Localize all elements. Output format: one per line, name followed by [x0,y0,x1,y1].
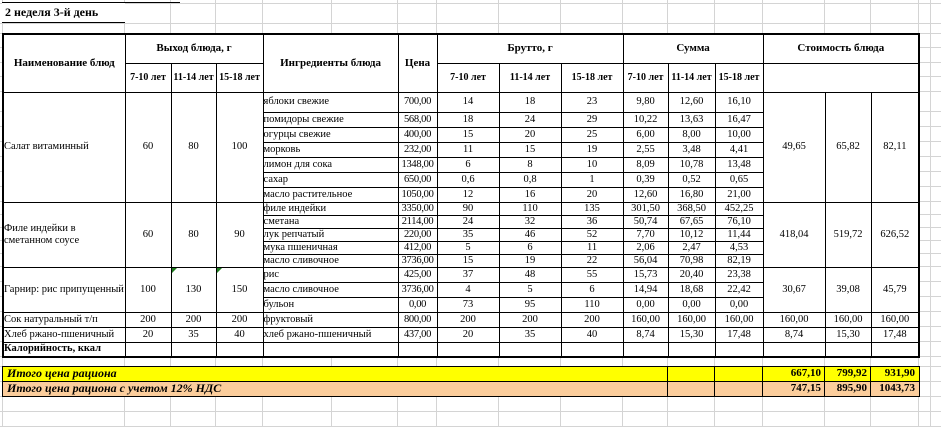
gross-value-cell[interactable]: 5 [437,241,499,254]
sum-value-cell[interactable]: 10,22 [623,112,668,127]
table-row [3,202,919,215]
sum-value-cell[interactable]: 16,10 [715,92,763,112]
sum-value-cell[interactable]: 12,60 [668,92,715,112]
sum-value-cell[interactable]: 10,00 [715,127,763,142]
gross-value-cell[interactable]: 20 [499,127,561,142]
gross-value-cell[interactable]: 110 [561,297,623,312]
sum-value-cell[interactable]: 2,47 [668,241,715,254]
dish-name-cell[interactable]: Филе индейки в сметанном соусе [3,202,125,267]
cost-value-cell[interactable] [825,342,871,357]
header-sum-age-1[interactable]: 7-10 лет [623,63,668,92]
header-dish-name[interactable]: Наименование блюд [3,34,125,92]
total-row-base[interactable] [2,366,920,382]
ingredient-cell[interactable]: масло растительное [263,187,398,202]
total-value-cell[interactable]: 895,90 [824,382,870,396]
gross-value-cell[interactable] [499,342,561,357]
output-value-cell[interactable] [125,342,171,357]
total-label: Итого цена рациона с учетом 12% НДС [7,381,222,395]
gross-value-cell[interactable]: 16 [499,187,561,202]
price-cell[interactable]: 3736,00 [398,282,437,297]
ingredient-cell[interactable]: бульон [263,297,398,312]
sum-value-cell[interactable]: 0,00 [715,297,763,312]
cost-value-cell[interactable] [871,342,919,357]
price-cell[interactable]: 400,00 [398,127,437,142]
gross-value-cell[interactable]: 20 [561,187,623,202]
sum-value-cell[interactable]: 3,48 [668,142,715,157]
gross-value-cell[interactable]: 19 [499,254,561,267]
cost-value-cell[interactable]: 82,11 [871,92,919,202]
sum-value-cell[interactable]: 160,00 [668,312,715,327]
dish-name-cell[interactable]: Сок натуральный т/п [3,312,125,327]
sum-value-cell[interactable]: 0,65 [715,172,763,187]
ingredient-cell[interactable]: масло сливочное [263,254,398,267]
gross-value-cell[interactable]: 35 [437,228,499,241]
ingredient-cell[interactable]: сметана [263,215,398,228]
cost-value-cell[interactable]: 626,52 [871,202,919,267]
sum-value-cell[interactable]: 4,41 [715,142,763,157]
cost-value-cell[interactable]: 45,79 [871,267,919,312]
gross-value-cell[interactable]: 48 [499,267,561,282]
total-value-cell[interactable]: 667,10 [762,367,824,381]
header-ingredients[interactable]: Ингредиенты блюда [263,34,398,92]
ingredient-cell[interactable]: филе индейки [263,202,398,215]
header-output-age-3[interactable]: 15-18 лет [216,63,263,92]
output-value-cell[interactable]: 130 [171,267,216,312]
sum-value-cell[interactable]: 15,73 [623,267,668,282]
output-value-cell[interactable]: 80 [171,202,216,267]
table-row [3,327,919,342]
gross-value-cell[interactable]: 11 [437,142,499,157]
sum-value-cell[interactable]: 20,40 [668,267,715,282]
total-value-cell[interactable]: 931,90 [870,367,918,381]
ingredient-cell[interactable]: рис [263,267,398,282]
cost-value-cell[interactable]: 519,72 [825,202,871,267]
gross-value-cell[interactable]: 6 [561,282,623,297]
header-gross-age-2[interactable]: 11-14 лет [499,63,561,92]
menu-cost-table [2,33,920,358]
gross-value-cell[interactable]: 15 [499,142,561,157]
cost-value-cell[interactable]: 65,82 [825,92,871,202]
gross-value-cell[interactable]: 5 [499,282,561,297]
cost-value-cell[interactable] [763,342,825,357]
sum-value-cell[interactable]: 21,00 [715,187,763,202]
price-cell[interactable]: 437,00 [398,327,437,342]
table-row [3,92,919,112]
total-empty-cell[interactable] [714,382,762,396]
gross-value-cell[interactable]: 6 [437,157,499,172]
sum-value-cell[interactable]: 7,70 [623,228,668,241]
header-price[interactable]: Цена [398,34,437,92]
sum-value-cell[interactable] [715,342,763,357]
sum-value-cell[interactable]: 82,19 [715,254,763,267]
price-cell[interactable]: 425,00 [398,267,437,282]
gross-value-cell[interactable]: 73 [437,297,499,312]
sum-value-cell[interactable]: 2,06 [623,241,668,254]
price-cell[interactable]: 220,00 [398,228,437,241]
gross-value-cell[interactable]: 19 [561,142,623,157]
sum-value-cell[interactable]: 13,48 [715,157,763,172]
output-value-cell[interactable]: 150 [216,267,263,312]
gross-value-cell[interactable]: 32 [499,215,561,228]
header-sum-age-3[interactable]: 15-18 лет [715,63,763,92]
sum-value-cell[interactable]: 0,00 [668,297,715,312]
gross-value-cell[interactable]: 18 [437,112,499,127]
ingredient-cell[interactable]: огурцы свежие [263,127,398,142]
gross-value-cell[interactable]: 24 [437,215,499,228]
output-value-cell[interactable]: 40 [216,327,263,342]
sum-value-cell[interactable]: 17,48 [715,327,763,342]
table-row [3,342,919,357]
price-cell[interactable]: 1348,00 [398,157,437,172]
gross-value-cell[interactable]: 22 [561,254,623,267]
header-output-age-2[interactable]: 11-14 лет [171,63,216,92]
sum-value-cell[interactable]: 8,74 [623,327,668,342]
sum-value-cell[interactable]: 18,68 [668,282,715,297]
gross-value-cell[interactable]: 14 [437,92,499,112]
cost-value-cell[interactable]: 30,67 [763,267,825,312]
sum-value-cell[interactable]: 67,65 [668,215,715,228]
gross-value-cell[interactable]: 135 [561,202,623,215]
output-value-cell[interactable] [171,342,216,357]
header-output-group[interactable]: Выход блюда, г [125,34,263,63]
ingredient-cell[interactable] [263,342,398,357]
sum-value-cell[interactable]: 56,04 [623,254,668,267]
header-sum-age-2[interactable]: 11-14 лет [668,63,715,92]
total-row-vat[interactable] [2,381,920,397]
sum-value-cell[interactable]: 6,00 [623,127,668,142]
table-row [3,267,919,282]
sum-value-cell[interactable]: 8,09 [623,157,668,172]
sum-value-cell[interactable]: 0,39 [623,172,668,187]
gross-value-cell[interactable]: 0,6 [437,172,499,187]
gross-value-cell[interactable]: 29 [561,112,623,127]
ingredient-cell[interactable]: хлеб ржано-пшеничный [263,327,398,342]
gross-value-cell[interactable]: 4 [437,282,499,297]
gross-value-cell[interactable]: 18 [499,92,561,112]
sum-value-cell[interactable]: 4,53 [715,241,763,254]
sum-value-cell[interactable]: 22,42 [715,282,763,297]
gross-value-cell[interactable]: 200 [437,312,499,327]
gross-value-cell[interactable]: 90 [437,202,499,215]
ingredient-cell[interactable]: яблоки свежие [263,92,398,112]
gross-value-cell[interactable]: 46 [499,228,561,241]
price-cell[interactable]: 2114,00 [398,215,437,228]
total-value-cell[interactable]: 1043,73 [870,382,918,396]
output-value-cell[interactable] [216,342,263,357]
ingredient-cell[interactable]: сахар [263,172,398,187]
sum-value-cell[interactable]: 13,63 [668,112,715,127]
total-value-cell[interactable]: 799,92 [824,367,870,381]
cost-value-cell[interactable]: 160,00 [825,312,871,327]
gross-value-cell[interactable]: 40 [561,327,623,342]
sum-value-cell[interactable]: 368,50 [668,202,715,215]
error-indicator-icon [172,268,177,273]
sum-value-cell[interactable] [668,342,715,357]
output-value-cell[interactable]: 200 [125,312,171,327]
sum-value-cell[interactable]: 160,00 [715,312,763,327]
output-value-cell[interactable]: 100 [125,267,171,312]
gross-value-cell[interactable]: 0,8 [499,172,561,187]
output-value-cell[interactable]: 90 [216,202,263,267]
gross-value-cell[interactable]: 37 [437,267,499,282]
total-empty-cell[interactable] [667,367,714,381]
price-cell[interactable]: 1050,00 [398,187,437,202]
header-gross-age-1[interactable]: 7-10 лет [437,63,499,92]
sum-value-cell[interactable]: 2,55 [623,142,668,157]
sum-value-cell[interactable]: 0,00 [623,297,668,312]
gross-value-cell[interactable]: 200 [561,312,623,327]
total-empty-cell[interactable] [667,382,714,396]
output-value-cell[interactable]: 60 [125,202,171,267]
output-value-cell[interactable]: 200 [216,312,263,327]
cost-value-cell[interactable]: 49,65 [763,92,825,202]
ingredient-cell[interactable]: лук репчатый [263,228,398,241]
sum-value-cell[interactable]: 16,47 [715,112,763,127]
sum-value-cell[interactable]: 160,00 [623,312,668,327]
gross-value-cell[interactable]: 20 [437,327,499,342]
sum-value-cell[interactable]: 23,38 [715,267,763,282]
header-output-age-1[interactable]: 7-10 лет [125,63,171,92]
dish-name-cell[interactable]: Гарнир: рис припущенный [3,267,125,312]
sum-value-cell[interactable]: 9,80 [623,92,668,112]
price-cell[interactable]: 3736,00 [398,254,437,267]
gross-value-cell[interactable]: 52 [561,228,623,241]
ingredient-cell[interactable]: масло сливочное [263,282,398,297]
ingredient-cell[interactable]: лимон для сока [263,157,398,172]
price-cell[interactable]: 3350,00 [398,202,437,215]
dish-name-cell[interactable]: Калорийность, ккал [3,342,125,357]
dish-name-cell[interactable]: Салат витаминный [3,92,125,202]
gross-value-cell[interactable]: 8 [499,157,561,172]
gross-value-cell[interactable] [437,342,499,357]
output-value-cell[interactable]: 200 [171,312,216,327]
sum-value-cell[interactable]: 76,10 [715,215,763,228]
gross-value-cell[interactable]: 10 [561,157,623,172]
cost-value-cell[interactable]: 39,08 [825,267,871,312]
gross-value-cell[interactable]: 1 [561,172,623,187]
gross-value-cell[interactable]: 36 [561,215,623,228]
gross-value-cell[interactable]: 55 [561,267,623,282]
output-value-cell[interactable]: 35 [171,327,216,342]
gross-value-cell[interactable]: 23 [561,92,623,112]
ingredient-cell[interactable]: помидоры свежие [263,112,398,127]
price-cell[interactable]: 412,00 [398,241,437,254]
total-value-cell[interactable]: 747,15 [762,382,824,396]
sum-value-cell[interactable]: 50,74 [623,215,668,228]
header-gross-group[interactable]: Брутто, г [437,34,623,63]
sheet-title-cell[interactable]: 2 неделя 3-й день [2,3,125,23]
gross-value-cell[interactable]: 6 [499,241,561,254]
header-cost-group[interactable]: Стоимость блюда [763,34,919,63]
sum-value-cell[interactable]: 0,52 [668,172,715,187]
gross-value-cell[interactable]: 200 [499,312,561,327]
table-row [3,312,919,327]
price-cell[interactable]: 800,00 [398,312,437,327]
cost-value-cell[interactable]: 160,00 [871,312,919,327]
gross-value-cell[interactable]: 24 [499,112,561,127]
price-cell[interactable]: 650,00 [398,172,437,187]
header-gross-age-3[interactable]: 15-18 лет [561,63,623,92]
ingredient-cell[interactable]: морковь [263,142,398,157]
dish-name-cell[interactable]: Хлеб ржано-пшеничный [3,327,125,342]
gross-value-cell[interactable]: 95 [499,297,561,312]
output-value-cell[interactable]: 80 [171,92,216,202]
total-empty-cell[interactable] [714,367,762,381]
gross-value-cell[interactable]: 15 [437,127,499,142]
cost-value-cell[interactable]: 17,48 [871,327,919,342]
sum-value-cell[interactable]: 11,44 [715,228,763,241]
header-sum-group[interactable]: Сумма [623,34,763,63]
gross-value-cell[interactable] [561,342,623,357]
output-value-cell[interactable]: 20 [125,327,171,342]
gross-value-cell[interactable]: 25 [561,127,623,142]
sum-value-cell[interactable]: 15,30 [668,327,715,342]
total-label: Итого цена рациона [7,366,117,380]
price-cell[interactable]: 700,00 [398,92,437,112]
ingredient-cell[interactable]: фруктовый [263,312,398,327]
cost-value-cell[interactable]: 160,00 [763,312,825,327]
price-cell[interactable]: 568,00 [398,112,437,127]
sum-value-cell[interactable]: 70,98 [668,254,715,267]
sum-value-cell[interactable]: 301,50 [623,202,668,215]
output-value-cell[interactable]: 100 [216,92,263,202]
gross-value-cell[interactable]: 15 [437,254,499,267]
price-cell[interactable]: 0,00 [398,297,437,312]
sum-value-cell[interactable]: 16,80 [668,187,715,202]
price-cell[interactable] [398,342,437,357]
sum-value-cell[interactable]: 12,60 [623,187,668,202]
sum-value-cell[interactable] [623,342,668,357]
sum-value-cell[interactable]: 10,12 [668,228,715,241]
sum-value-cell[interactable]: 10,78 [668,157,715,172]
cost-value-cell[interactable]: 8,74 [763,327,825,342]
ingredient-cell[interactable]: мука пшеничная [263,241,398,254]
output-value-cell[interactable]: 60 [125,92,171,202]
gross-value-cell[interactable]: 35 [499,327,561,342]
cost-value-cell[interactable]: 15,30 [825,327,871,342]
gross-value-cell[interactable]: 11 [561,241,623,254]
sum-value-cell[interactable]: 452,25 [715,202,763,215]
sum-value-cell[interactable]: 8,00 [668,127,715,142]
error-indicator-icon [217,268,222,273]
gross-value-cell[interactable]: 12 [437,187,499,202]
price-cell[interactable]: 232,00 [398,142,437,157]
cost-value-cell[interactable]: 418,04 [763,202,825,267]
gross-value-cell[interactable]: 110 [499,202,561,215]
sum-value-cell[interactable]: 14,94 [623,282,668,297]
